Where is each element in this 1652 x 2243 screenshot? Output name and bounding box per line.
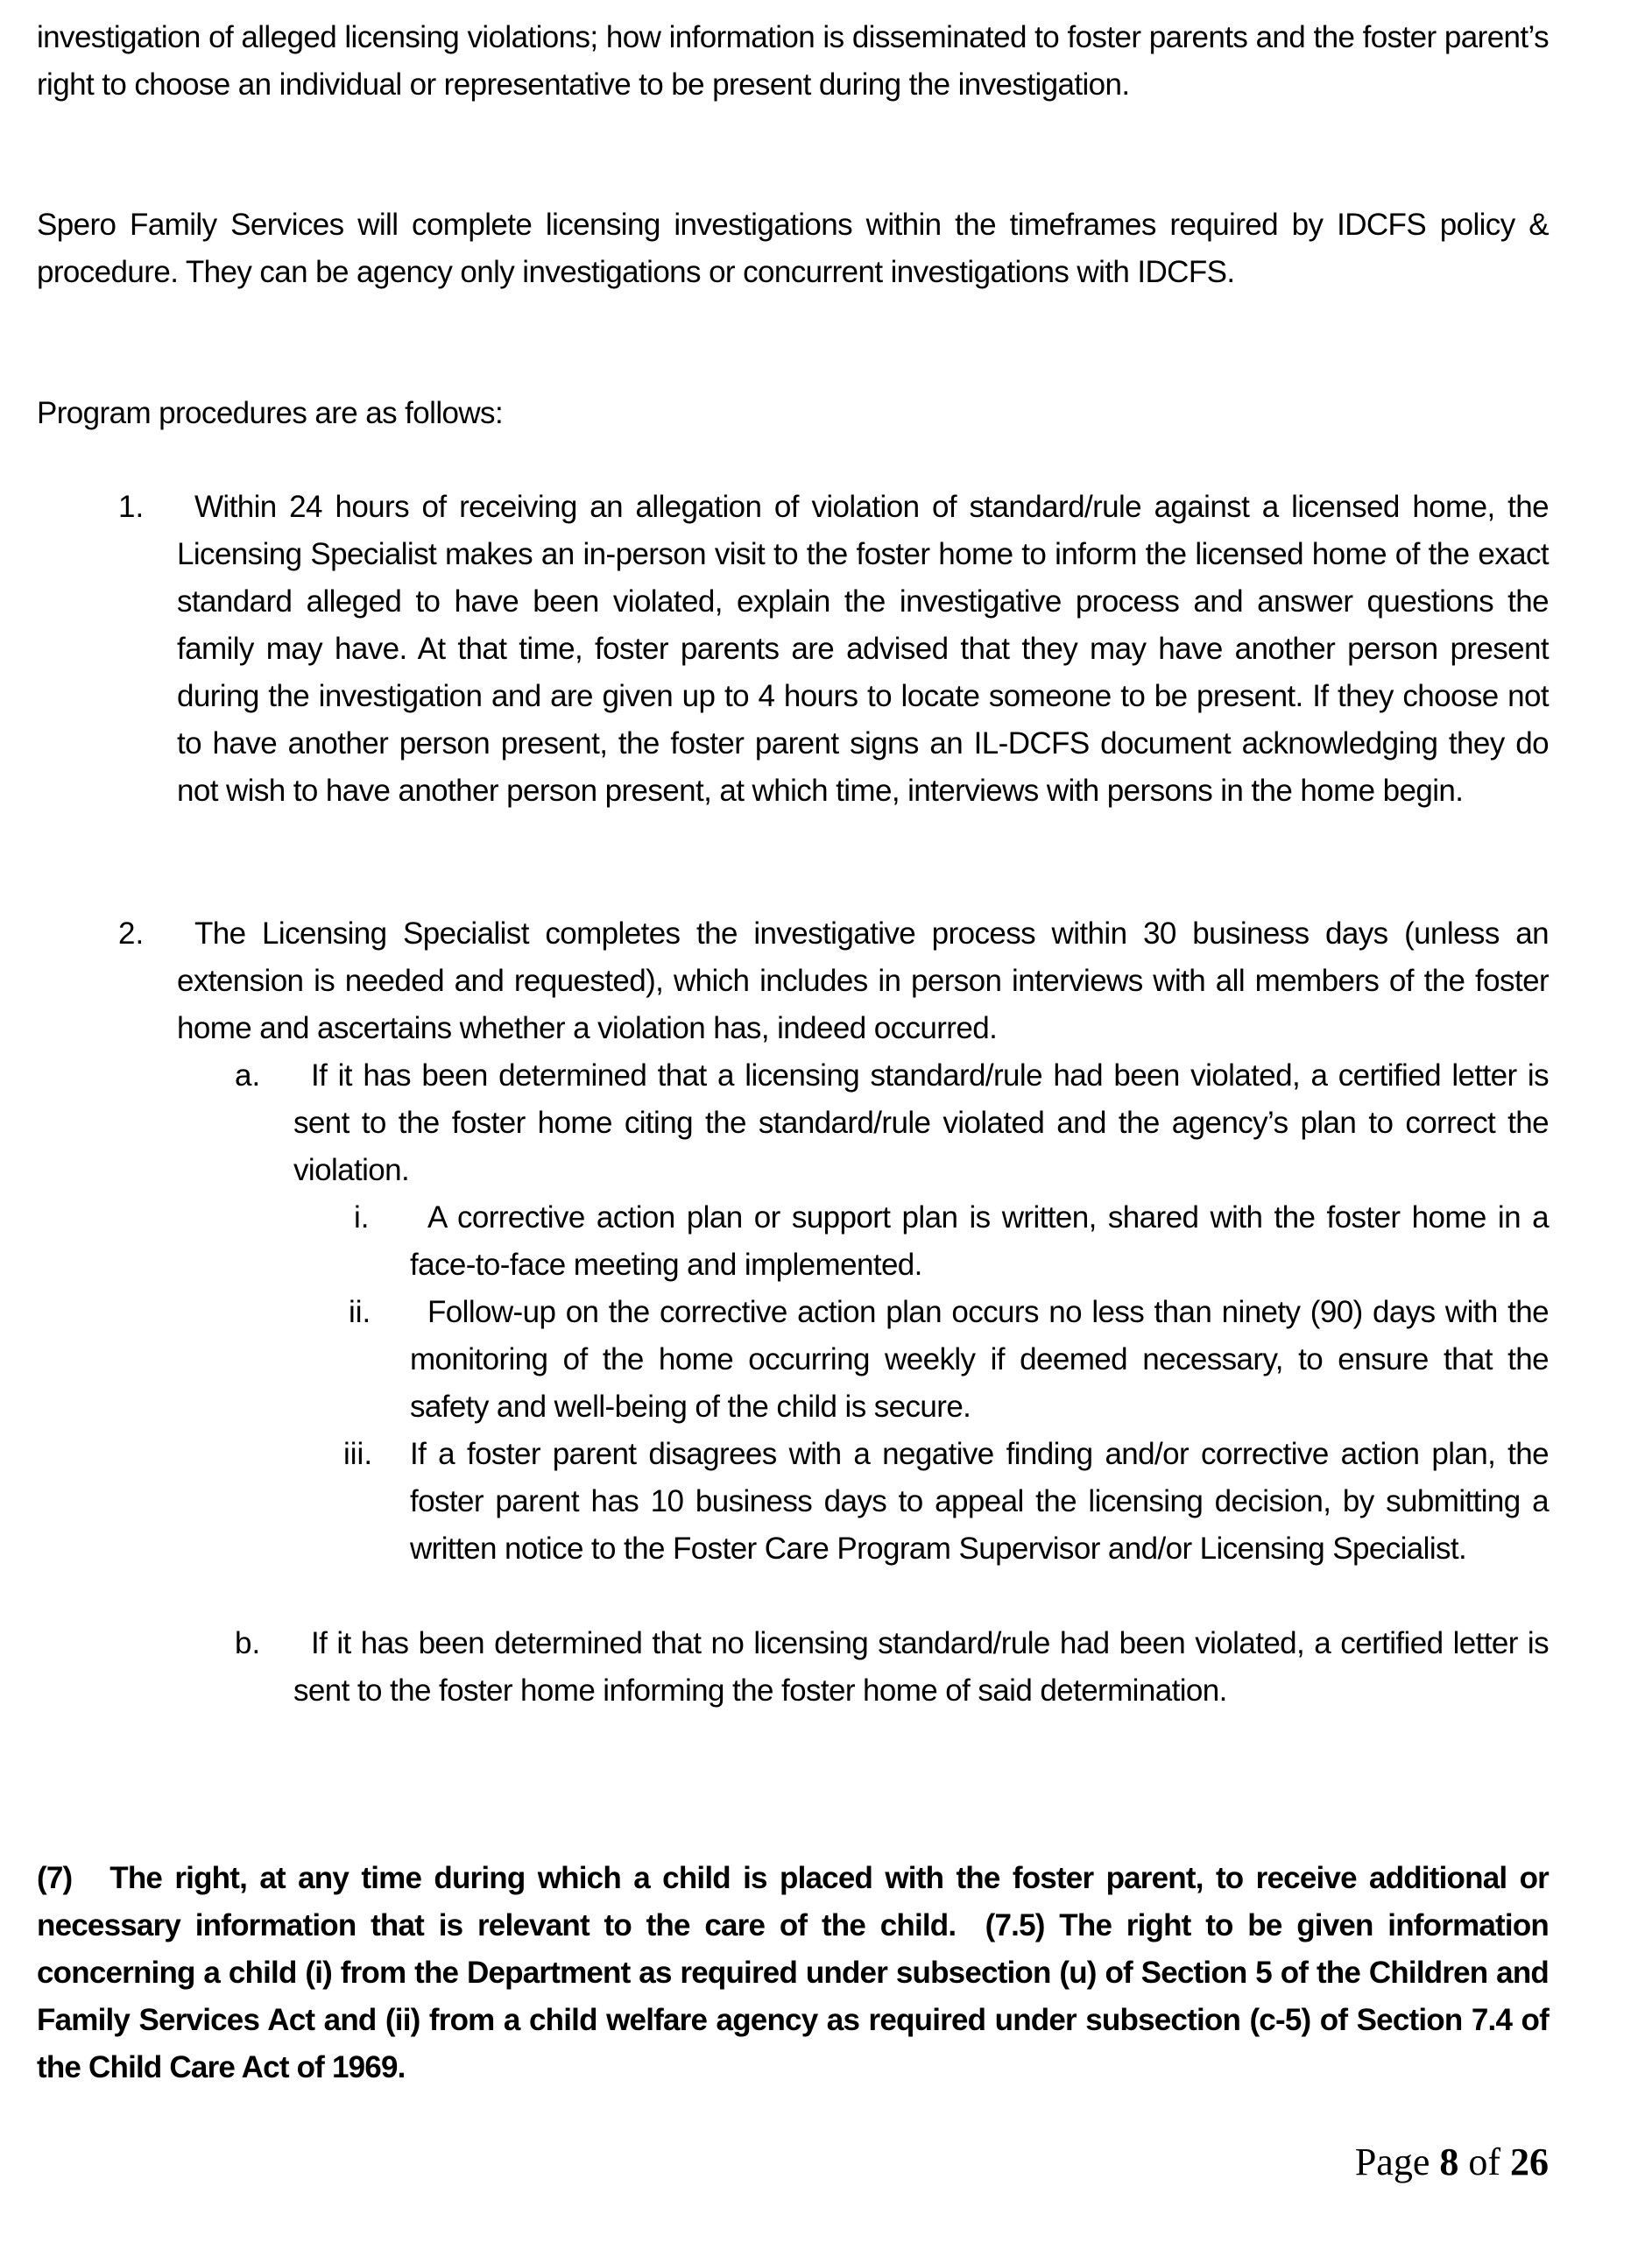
list-marker: 1. <box>118 490 145 524</box>
procedure-item-text: Within 24 hours of receiving an allegation of violation of standard/rule against a licensed home, the Licensing Specialist makes an in-person visit to the foster home to inform the licensed home of the exact standard alleged to have been violated, explain the investigative process and answer questions the family may have. At that time, foster parents are advised that they may have another person present during the investigation and are given up to 4 hours to locate someone to be present. If they choose not to have another person present, the foster parent signs an IL-DCFS document acknowledging they do not wish to have another person present, at which time, interviews with persons in the home begin. <box>177 490 1549 808</box>
page-number-footer <box>1355 2138 1549 2187</box>
page-label: Page <box>1354 2140 1430 2183</box>
right-7-paragraph: (7) The right, at any time during which a child is placed with the foster parent, to receive additional or necessary information that is relevant to the care of the child. (7.5) The right to be given information concerning a child (i) from the Department as required under subsection (u) of Section 5 of the Children and Family Services Act and (ii) from a child welfare agency as required under subsection (c-5) of Section 7.4 of the Child Care Act of 1969. <box>37 1861 1557 2084</box>
procedure-subitem-text: Follow-up on the corrective action plan occurs no less than ninety (90) days with the monitoring of the home occurring weekly if deemed necessary, to ensure that the safety and well-being of the child is secure. <box>410 1295 1549 1424</box>
procedure-subitem-text: If it has been determined that no licensing standard/rule had been violated, a certified letter is sent to the foster home informing the foster home of said determination. <box>293 1626 1549 1708</box>
list-marker: a. <box>235 1058 261 1093</box>
timeframes-paragraph: Spero Family Services will complete licensing investigations within the timeframes required by IDCFS policy & procedure. They can be agency only investigations or concurrent investigations with IDCFS. <box>37 208 1549 289</box>
procedure-subitem-text: A corrective action plan or support plan is written, shared with the foster home in a face-to-face meeting and implemented. <box>410 1200 1549 1282</box>
of-label: of <box>1468 2140 1500 2183</box>
list-marker: b. <box>235 1626 261 1660</box>
procedures-heading: Program procedures are as follows: <box>37 396 504 430</box>
list-marker: i. <box>354 1200 370 1235</box>
procedure-subitem-text: If it has been determined that a licensing standard/rule had been violated, a certified letter is sent to the foster home citing the standard/rule violated and the agency’s plan to correct the violation. <box>293 1058 1549 1187</box>
procedure-item-text: The Licensing Specialist completes the investigative process within 30 business days (unless an extension is needed and requested), which includes in person interviews with all members of the foster home and ascertains whether a violation has, indeed occurred. <box>177 916 1549 1045</box>
current-page-number: 8 <box>1439 2140 1459 2183</box>
list-marker: iii. <box>343 1437 373 1471</box>
list-marker: ii. <box>349 1295 371 1329</box>
procedure-subitem-text: If a foster parent disagrees with a negative finding and/or corrective action plan, the foster parent has 10 business days to appeal the licensing decision, by submitting a written notice to the Foster Care Program Supervisor and/or Licensing Specialist. <box>410 1437 1549 1566</box>
list-marker: 2. <box>118 916 145 951</box>
total-pages-number: 26 <box>1510 2140 1549 2183</box>
intro-paragraph: investigation of alleged licensing violations; how information is disseminated to foster parents and the foster parent’s right to choose an individual or representative to be present during the investigation. <box>37 20 1549 102</box>
